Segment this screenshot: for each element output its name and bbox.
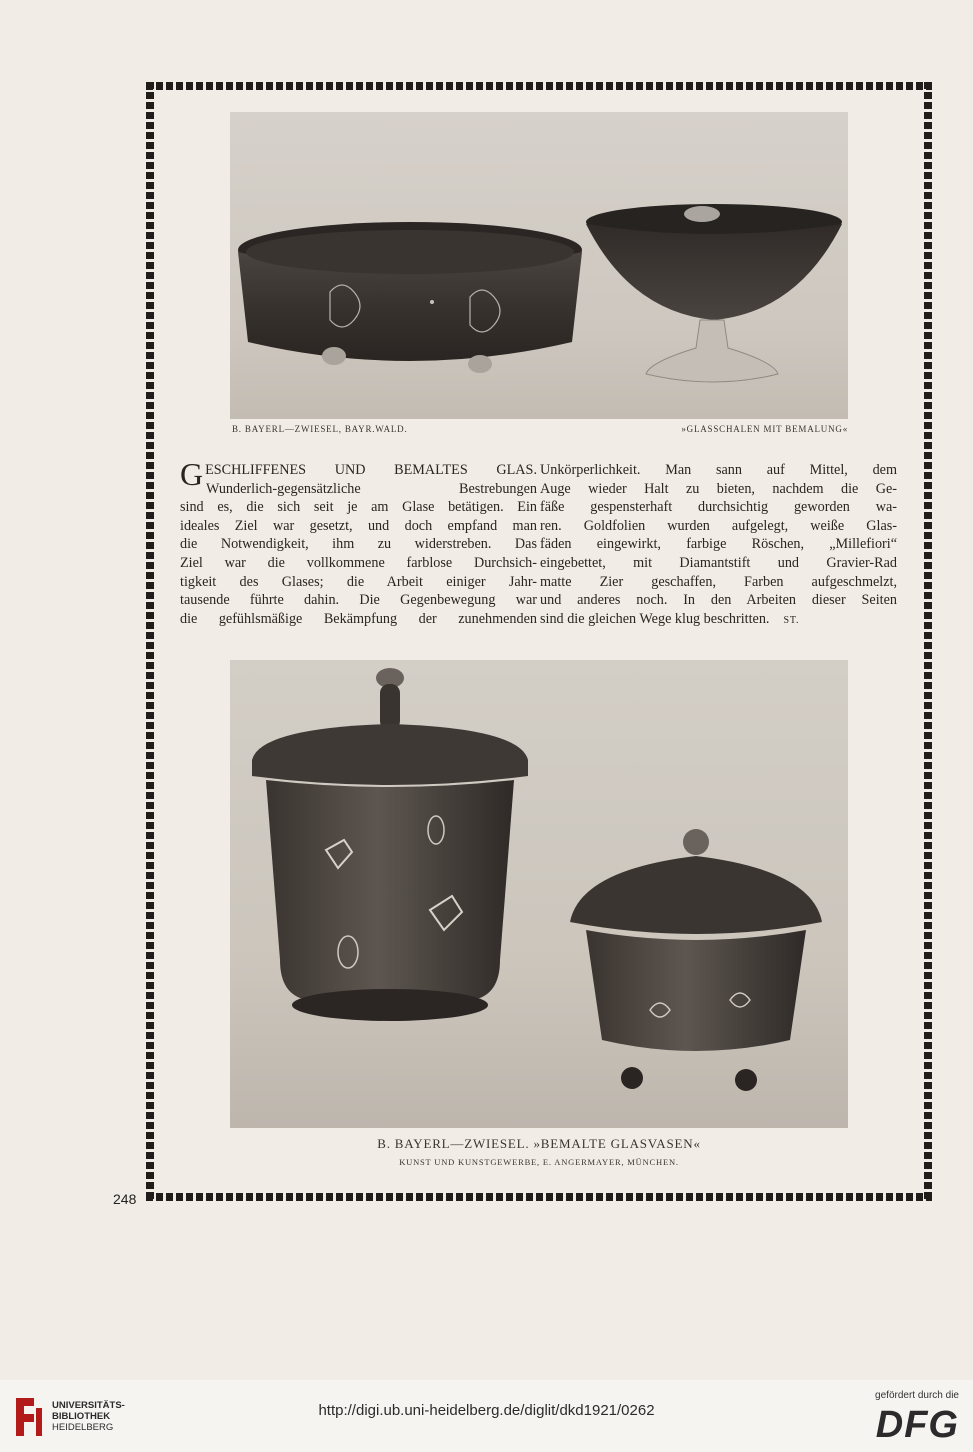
article-line: matte Zier geschaffen, Farben aufgeschmelzt, bbox=[540, 573, 897, 590]
article-column-right bbox=[540, 461, 897, 630]
article-line: die Notwendigkeit, ihm zu widerstreben. Das bbox=[180, 536, 537, 553]
library-name-line: BIBLIOTHEK bbox=[52, 1411, 111, 1422]
article-heading: ESCHLIFFENES UND BEMALTES GLAS. bbox=[205, 462, 537, 478]
page-number: 248 bbox=[113, 1191, 137, 1207]
article-line: ideales Ziel war gesetzt, und doch empfand man bbox=[180, 517, 537, 534]
caption-bottom-main: B. BAYERL—ZWIESEL. »BEMALTE GLASVASEN« bbox=[377, 1136, 701, 1151]
library-name-line: HEIDELBERG bbox=[52, 1422, 114, 1433]
photo-glass-vases bbox=[230, 660, 848, 1128]
article-line: ren. Goldfolien wurden aufgelegt, weiße Glas- bbox=[540, 517, 897, 534]
caption-top-left: B. BAYERL—ZWIESEL, BAYR.WALD. bbox=[232, 424, 408, 434]
article-line: Ziel war die vollkommene farblose Durchsich- bbox=[180, 554, 537, 571]
article-line-last bbox=[540, 610, 897, 631]
article-line: eingebettet, mit Diamantstift und Gravier-Rad bbox=[540, 554, 897, 571]
permalink[interactable]: http://digi.ub.uni-heidelberg.de/diglit/dkd1921/0262 bbox=[318, 1402, 655, 1419]
drop-cap: G bbox=[180, 456, 204, 492]
funding-label: gefördert durch die bbox=[875, 1390, 959, 1401]
article-column-left bbox=[180, 456, 537, 628]
frame-top bbox=[146, 82, 932, 90]
caption-top-right: »GLASSCHALEN MIT BEMALUNG« bbox=[681, 424, 848, 434]
article-line: Auge wieder Halt zu bieten, nachdem die Ge- bbox=[540, 480, 897, 497]
glass-vases-illustration bbox=[230, 660, 848, 1128]
dfg-logo: DFG bbox=[875, 1404, 959, 1446]
digitization-footer bbox=[0, 1380, 973, 1452]
article-line: sind es, die sich seit je am Glase betätigen. Ein bbox=[180, 499, 537, 516]
article-line: Wunderlich-gegensätzliche Bestrebungen bbox=[206, 480, 537, 497]
frame-bottom bbox=[146, 1193, 932, 1201]
article-line: und anderes noch. In den Arbeiten dieser Seiten bbox=[540, 592, 897, 609]
author-signature: ST. bbox=[783, 614, 800, 626]
article-line: die gefühlsmäßige Bekämpfung der zunehmenden bbox=[180, 610, 537, 627]
article-line: fäden eingewirkt, farbige Röschen, „Millefiori“ bbox=[540, 536, 897, 553]
article-line: tausende führte dahin. Die Gegenbewegung war bbox=[180, 592, 537, 609]
article-line: Unkörperlichkeit. Man sann auf Mittel, dem bbox=[540, 462, 897, 478]
library-name-line: UNIVERSITÄTS- bbox=[52, 1400, 125, 1411]
article-line: fäße gespensterhaft durchsichtig geworden wa- bbox=[540, 499, 897, 516]
glass-bowls-illustration bbox=[230, 112, 848, 419]
article-line-final: sind die gleichen Wege klug beschritten. bbox=[540, 610, 770, 627]
photo-glass-bowls bbox=[230, 112, 848, 419]
frame-right bbox=[924, 82, 932, 1201]
article-line: tigkeit des Glases; die Arbeit einiger Jahr- bbox=[180, 573, 537, 590]
frame-left bbox=[146, 82, 154, 1201]
caption-bottom-sub: KUNST UND KUNSTGEWERBE, E. ANGERMAYER, MÜNCHEN. bbox=[399, 1157, 679, 1167]
